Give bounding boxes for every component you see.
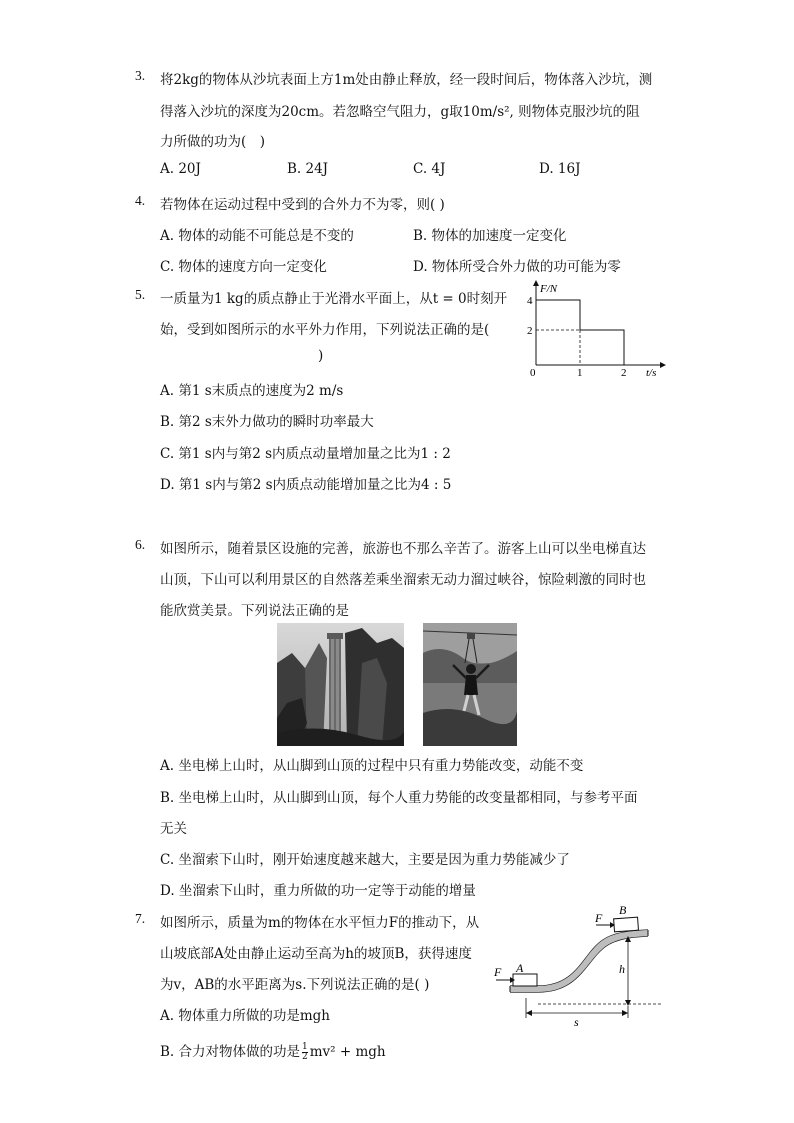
- graph-y-arrow: [533, 280, 539, 286]
- q5-option-d: D. 第1 s内与第2 s内质点动能增加量之比为4 : 5: [160, 477, 452, 493]
- q4-option-b: B. 物体的加速度一定变化: [413, 228, 567, 244]
- label-f-bottom: F: [494, 965, 502, 979]
- q3-number: 3.: [135, 68, 146, 83]
- q6-option-b-line2: 无关: [160, 821, 187, 837]
- q3-option-a: A. 20J: [160, 161, 201, 177]
- q6-stem-line3: 能欣赏美景。下列说法正确的是: [160, 603, 349, 619]
- graph-y-tick-4: 4: [527, 295, 533, 307]
- q6-option-c: C. 坐溜索下山时，刚开始速度越来越大，主要是因为重力势能减少了: [160, 852, 570, 868]
- graph-x-tick-2: 2: [621, 367, 627, 379]
- label-a: A: [516, 961, 524, 975]
- q7-slope-figure: [488, 898, 664, 1026]
- q3-option-d: D. 16J: [539, 161, 581, 177]
- q4-number: 4.: [135, 193, 146, 208]
- q4-stem: 若物体在运动过程中受到的合外力不为零，则( ): [160, 197, 445, 213]
- graph-x-tick-1: 1: [577, 367, 583, 379]
- fraction-numerator: 1: [302, 1042, 308, 1052]
- label-f-top: F: [595, 911, 603, 925]
- zipline-rider-photo: [423, 623, 517, 746]
- q7-option-b-prefix: B. 合力对物体做的功是: [160, 1044, 301, 1060]
- q6-stem-line1: 如图所示，随着景区设施的完善，旅游也不那么辛苦了。游客上山可以坐电梯直达: [160, 541, 646, 557]
- q5-number: 5.: [135, 287, 146, 302]
- fraction-denominator: 2: [302, 1052, 308, 1062]
- q5-stem-line3: ): [318, 348, 324, 364]
- q7-option-b: [160, 1040, 386, 1062]
- q7-option-b-fraction: [302, 1043, 308, 1062]
- graph-x-arrow: [660, 362, 666, 368]
- q5-stem-line1: 一质量为1 kg的质点静止于光滑水平面上，从t = 0时刻开: [160, 291, 508, 307]
- q3-option-c: C. 4J: [413, 161, 446, 177]
- q6-stem-line2: 山顶，下山可以利用景区的自然落差乘坐溜索无动力溜过峡谷，惊险刺激的同时也: [160, 572, 646, 588]
- q5-stem-line2: 始，受到如图所示的水平外力作用，下列说法正确的是(: [160, 322, 490, 338]
- q7-option-a: A. 物体重力所做的功是mgh: [160, 1008, 330, 1024]
- q4-option-a: A. 物体的动能不可能总是不变的: [160, 228, 354, 244]
- graph-x-label: t/s: [646, 367, 657, 379]
- block-a: [513, 974, 537, 986]
- q3-stem-line1: 将2kg的物体从沙坑表面上方1m处由静止释放，经一段时间后，物体落入沙坑，测: [160, 72, 653, 88]
- graph-y-label: F/N: [540, 283, 558, 295]
- block-b: [614, 917, 639, 932]
- q6-option-a: A. 坐电梯上山时，从山脚到山顶的过程中只有重力势能改变，动能不变: [160, 758, 584, 774]
- q7-stem-line1: 如图所示，质量为m的物体在水平恒力F的推动下，从: [160, 915, 480, 931]
- q6-number: 6.: [135, 537, 146, 552]
- q5-force-time-graph: [520, 280, 670, 380]
- q3-option-b: B. 24J: [287, 161, 329, 177]
- elevator-cliff-photo: [277, 623, 404, 746]
- q3-stem-line3: 力所做的功为( ): [160, 134, 266, 150]
- q5-option-b: B. 第2 s末外力做功的瞬时功率最大: [160, 414, 374, 430]
- graph-y-tick-2: 2: [527, 325, 533, 337]
- q7-number: 7.: [135, 911, 146, 926]
- q7-option-b-suffix: mv² + mgh: [309, 1044, 386, 1060]
- label-b: B: [619, 903, 627, 917]
- q7-stem-line2: 山坡底部A处由静止运动至高为h的坡顶B，获得速度: [160, 946, 472, 962]
- label-h: h: [619, 962, 625, 976]
- q4-option-d: D. 物体所受合外力做的功可能为零: [413, 259, 621, 275]
- q3-stem-line2: 得落入沙坑的深度为20cm。若忽略空气阻力，g取10m/s², 则物体克服沙坑的阻: [160, 104, 640, 120]
- label-s: s: [574, 1015, 579, 1026]
- graph-origin-label: 0: [530, 367, 536, 379]
- q7-stem-line3: 为v，AB的水平距离为s.下列说法正确的是( ): [160, 977, 430, 993]
- q4-option-c: C. 物体的速度方向一定变化: [160, 259, 327, 275]
- q6-option-d: D. 坐溜索下山时，重力所做的功一定等于动能的增量: [160, 883, 476, 899]
- q5-option-a: A. 第1 s末质点的速度为2 m/s: [160, 383, 344, 399]
- q5-option-c: C. 第1 s内与第2 s内质点动量增加量之比为1 : 2: [160, 446, 451, 462]
- q6-option-b-line1: B. 坐电梯上山时，从山脚到山顶，每个人重力势能的改变量都相同，与参考平面: [160, 790, 638, 806]
